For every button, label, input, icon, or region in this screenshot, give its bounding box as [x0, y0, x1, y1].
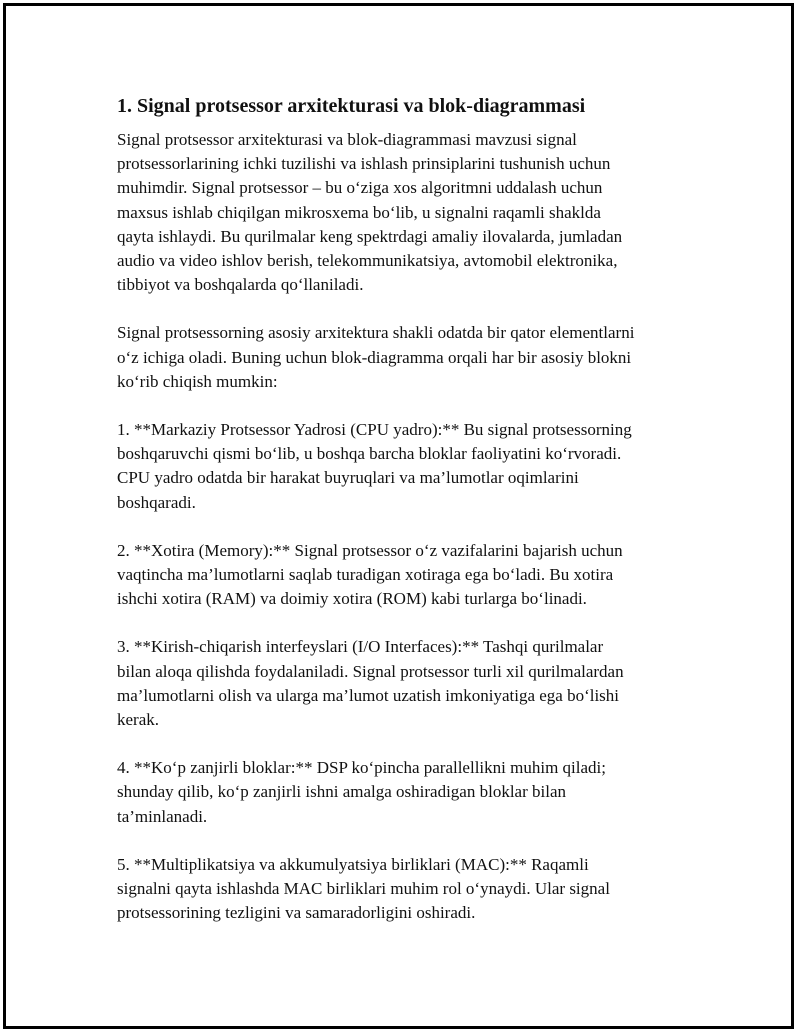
document-body: [117, 92, 717, 949]
paragraph: [117, 128, 717, 297]
paragraph-line: audio va video ishlov berish, telekommunikatsiya, avtomobil elektronika,: [117, 251, 618, 271]
paragraph-line: ko‘rib chiqish mumkin:: [117, 371, 278, 391]
paragraph-line: 2. **Xotira (Memory):** Signal protsessor o‘z vazifalarini bajarish uchun: [117, 540, 623, 560]
paragraph-line: boshqaradi.: [117, 492, 196, 512]
paragraph-line: protsessorining tezligini va samaradorligini oshiradi.: [117, 903, 476, 923]
paragraph-line: boshqaruvchi qismi bo‘lib, u boshqa barcha bloklar faoliyatini ko‘rvoradi.: [117, 444, 622, 464]
paragraph-line: signalni qayta ishlashda MAC birliklari muhim rol o‘ynaydi. Ular signal: [117, 879, 610, 899]
paragraph-line: maxsus ishlab chiqilgan mikrosxema bo‘lib, u signalni raqamli shaklda: [117, 202, 601, 222]
paragraph-line: protsessorlarining ichki tuzilishi va ishlash prinsiplarini tushunish uchun: [117, 154, 611, 174]
paragraph: [117, 635, 717, 732]
paragraph-line: 3. **Kirish-chiqarish interfeyslari (I/O Interfaces):** Tashqi qurilmalar: [117, 637, 604, 657]
paragraph-line: bilan aloqa qilishda foydalaniladi. Signal protsessor turli xil qurilmalardan: [117, 661, 624, 681]
paragraph: [117, 756, 717, 829]
paragraph-line: ta’minlanadi.: [117, 806, 208, 826]
paragraph-line: ma’lumotlarni olish va ularga ma’lumot uzatish imkoniyatiga ega bo‘lishi: [117, 685, 620, 705]
section-heading: 1. Signal protsessor arxitekturasi va blok-diagrammasi: [117, 95, 586, 117]
paragraph-line: tibbiyot va boshqalarda qo‘llaniladi.: [117, 275, 364, 295]
paragraph-line: o‘z ichiga oladi. Buning uchun blok-diagramma orqali har bir asosiy blokni: [117, 347, 632, 367]
paragraph-line: Signal protsessorning asosiy arxitektura shakli odatda bir qator elementlarni: [117, 323, 635, 343]
paragraph-line: Signal protsessor arxitekturasi va blok-diagrammasi mavzusi signal: [117, 130, 577, 149]
paragraph: [117, 321, 717, 394]
paragraph: [117, 853, 717, 926]
paragraph: [117, 418, 717, 515]
paragraph-line: 1. **Markaziy Protsessor Yadrosi (CPU yadro):** Bu signal protsessorning: [117, 420, 632, 440]
paragraph-line: qayta ishlaydi. Bu qurilmalar keng spektrdagi amaliy ilovalarda, jumladan: [117, 226, 623, 246]
paragraph-line: vaqtincha ma’lumotlarni saqlab turadigan xotiraga ega bo‘ladi. Bu xotira: [117, 565, 614, 585]
paragraph-line: shunday qilib, ko‘p zanjirli ishni amalga oshiradigan bloklar bilan: [117, 782, 566, 802]
paragraph-list: [117, 128, 717, 925]
paragraph: [117, 539, 717, 612]
paragraph-line: CPU yadro odatda bir harakat buyruqlari va ma’lumotlar oqimlarini: [117, 468, 579, 488]
paragraph-line: kerak.: [117, 710, 160, 730]
paragraph-line: muhimdir. Signal protsessor – bu o‘ziga xos algoritmni uddalash uchun: [117, 178, 603, 198]
paragraph-line: 5. **Multiplikatsiya va akkumulyatsiya birliklari (MAC):** Raqamli: [117, 854, 589, 874]
paragraph-line: ishchi xotira (RAM) va doimiy xotira (ROM) kabi turlarga bo‘linadi.: [117, 589, 587, 609]
paragraph-line: 4. **Ko‘p zanjirli bloklar:** DSP ko‘pincha parallellikni muhim qiladi;: [117, 758, 606, 778]
